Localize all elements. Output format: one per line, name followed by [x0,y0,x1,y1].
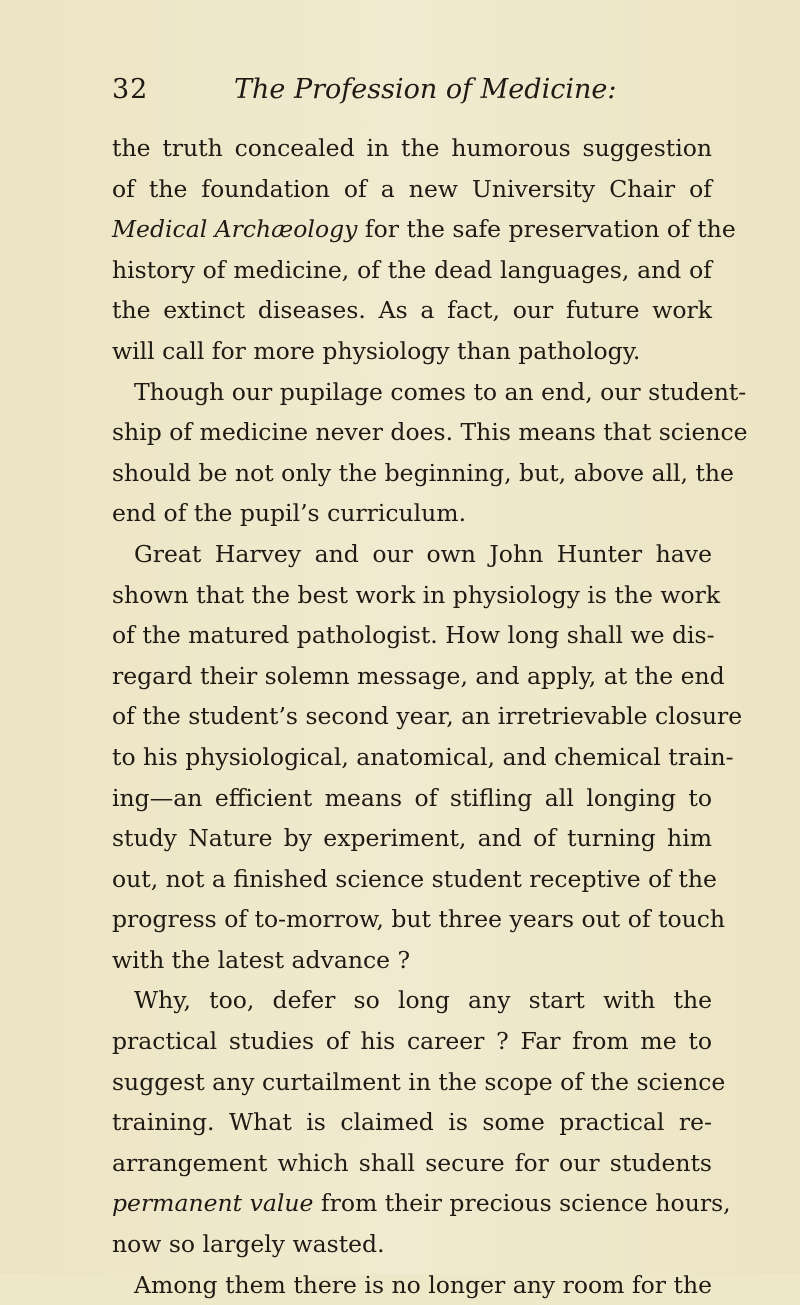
text-line [112,1183,731,1224]
text-line: regard their solemn message, and apply, at the end [112,661,725,690]
text-line: study Nature by experiment, and of turning him [112,824,712,853]
text-run: for the safe preservation of the [357,215,736,244]
text-line: end of the pupil’s curriculum. [112,499,467,528]
text-line: of the foundation of a new University Chair of [112,174,712,203]
italic-phrase: permanent value [112,1189,314,1218]
text-line: the truth concealed in the humorous suggestion [112,134,712,162]
body-text [112,128,748,1305]
page-number: 32 [112,74,149,105]
text-line: Though our pupilage comes to an end, our student- [134,377,747,406]
text-line: ship of medicine never does. This means that science [112,418,748,447]
text-line: progress of to-morrow, but three years out of touch [112,905,726,934]
text-line: with the latest advance ? [112,945,411,974]
text-line: history of medicine, of the dead languages, and of [112,255,712,284]
running-head: The Profession of Medicine: [234,74,617,105]
text-line: training. What is claimed is some practical re- [112,1108,712,1137]
text-line: shown that the best work in physiology is the work [112,580,721,609]
text-line: should be not only the beginning, but, above all, the [112,458,734,487]
text-line: the extinct diseases. As a fact, our future work [112,296,712,325]
text-line: arrangement which shall secure for our students [112,1148,712,1177]
text-line: out, not a finished science student receptive of the [112,864,717,893]
italic-phrase: Medical Archæology [112,215,358,244]
text-line: will call for more physiology than pathology. [112,336,641,365]
text-line: now so largely wasted. [112,1230,385,1259]
text-run: from their precious science hours, [313,1189,731,1218]
text-line: Why, too, defer so long any start with the [134,986,712,1015]
text-line [112,209,736,250]
text-line: Great Harvey and our own John Hunter have [134,539,712,568]
text-line: ing—an efficient means of stifling all longing to [112,783,712,812]
page-header [112,74,712,114]
text-line: Among them there is no longer any room for the [134,1270,712,1299]
text-line: practical studies of his career ? Far from me to [112,1027,712,1056]
text-line: of the matured pathologist. How long shall we dis- [112,621,715,650]
text-line: suggest any curtailment in the scope of the science [112,1067,726,1096]
text-line: to his physiological, anatomical, and chemical train- [112,742,734,771]
text-line: of the student’s second year, an irretrievable closure [112,702,743,731]
